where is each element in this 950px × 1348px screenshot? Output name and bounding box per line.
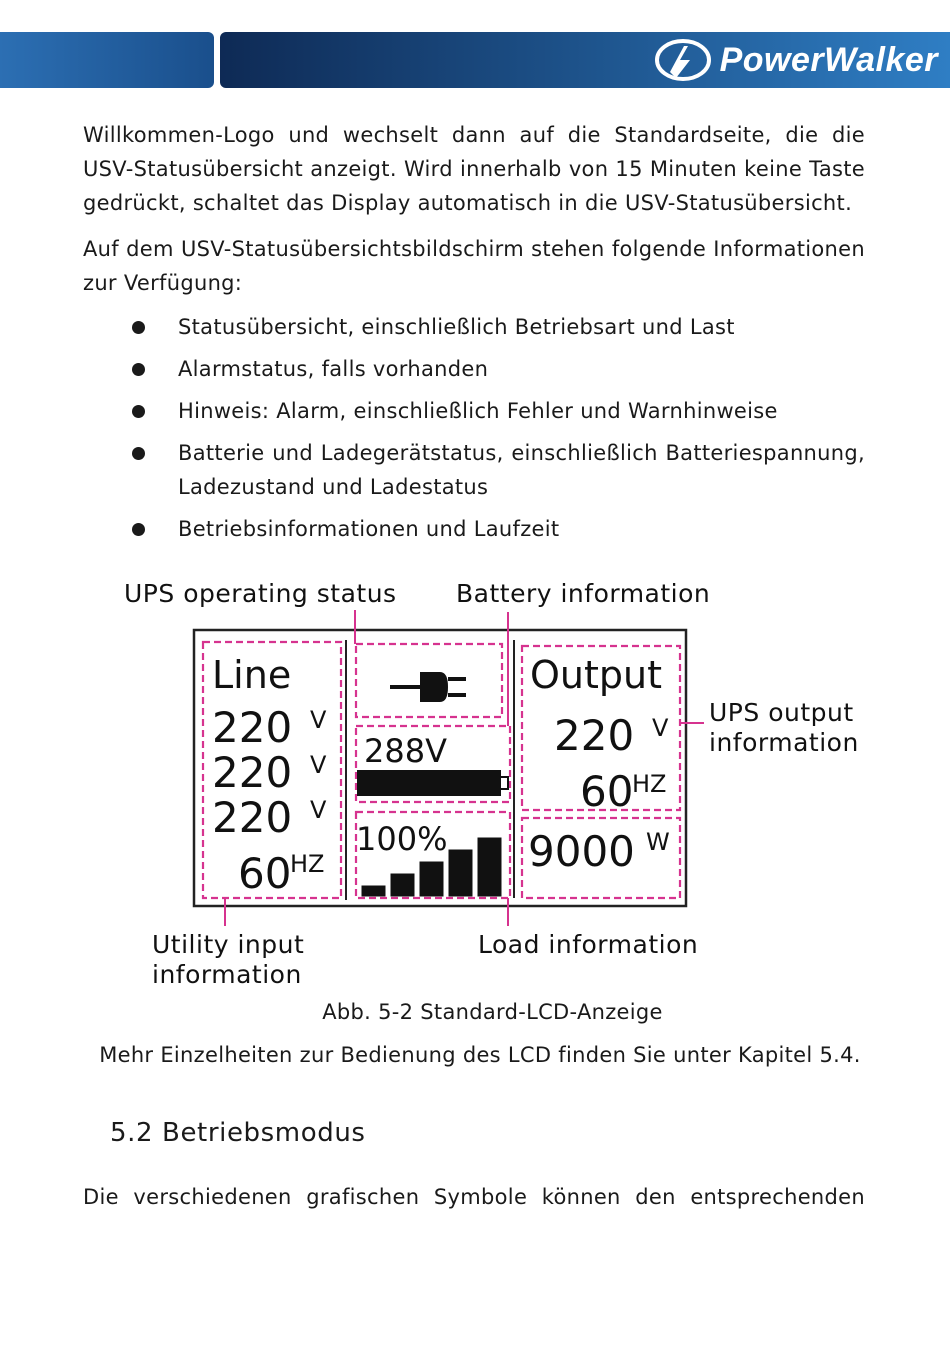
lcd-input-unit: V [310,751,327,779]
list-item: Betriebsinformationen und Laufzeit [130,512,865,546]
list-item: Hinweis: Alarm, einschließlich Fehler und Warnhinweise [130,394,865,428]
battery-fill [358,771,500,795]
lcd-output-freq: 60 [580,767,634,816]
list-item: Batterie und Ladegerätstatus, einschließlich Batteriespannung, Ladezustand und Ladestatus [130,436,865,504]
callout-utility-1: Utility input [152,930,305,959]
info-list [130,310,865,554]
lcd-input-freq-unit: HZ [290,850,325,878]
bullet-dot-icon [132,523,145,536]
battery-icon [358,771,508,795]
load-bar [449,850,472,896]
lcd-input-unit: V [310,796,327,824]
lcd-figure [0,560,950,1000]
lcd-battery-voltage: 288V [364,732,447,770]
load-bar [391,874,414,896]
lcd-input-value: 220 [212,793,293,842]
list-item: Alarmstatus, falls vorhanden [130,352,865,386]
lcd-input-value: 220 [212,703,293,752]
powerwalker-logo-icon [654,38,712,82]
paragraph-intro: Willkommen-Logo und wechselt dann auf die Standardseite, die die USV-Statusübersicht anzeigt. Wird innerhalb von 15 Minuten keine Taste gedrückt, schaltet das Display automatisch in die USV-Statusübersicht. [83,123,865,215]
lcd-output-freq-unit: HZ [632,770,667,798]
callout-output-2: information [709,728,859,757]
lcd-load-percent: 100% [356,820,448,858]
callout-load: Load information [478,930,699,959]
section-title: 5.2 Betriebsmodus [110,1118,366,1148]
header-band-left [0,32,214,88]
callout-battery: Battery information [456,579,711,608]
callout-output-1: UPS output [709,698,854,727]
lcd-output-power: 9000 [528,827,635,876]
callout-utility-2: information [152,960,302,989]
load-bar [362,886,385,896]
lcd-output-power-unit: W [646,828,670,856]
lcd-diagram [0,560,950,1000]
load-bar [420,862,443,896]
load-bar [478,838,501,896]
list-item: Statusübersicht, einschließlich Betriebsart und Last [130,310,865,344]
callout-ups-status: UPS operating status [124,579,397,608]
lcd-line-title: Line [212,653,292,697]
paragraph-modes: Die verschiedenen grafischen Symbole können den entsprechenden [83,1185,865,1209]
more-info-text: Mehr Einzelheiten zur Bedienung des LCD finden Sie unter Kapitel 5.4. [99,1043,861,1067]
lcd-output-voltage: 220 [554,711,635,760]
bullet-dot-icon [132,363,145,376]
paragraph-info: Auf dem USV-Statusübersichtsbildschirm stehen folgende Informationen zur Verfügung: [83,237,865,295]
lcd-input-unit: V [310,706,327,734]
lcd-output-voltage-unit: V [652,714,669,742]
bullet-dot-icon [132,405,145,418]
figure-caption: Abb. 5-2 Standard-LCD-Anzeige [322,1000,663,1024]
bullet-dot-icon [132,447,145,460]
brand-logo [654,34,938,86]
lcd-input-freq: 60 [238,849,292,898]
logo-text: PowerWalker [719,40,938,79]
bullet-dot-icon [132,321,145,334]
lcd-input-value: 220 [212,748,293,797]
lcd-output-title: Output [530,653,662,697]
